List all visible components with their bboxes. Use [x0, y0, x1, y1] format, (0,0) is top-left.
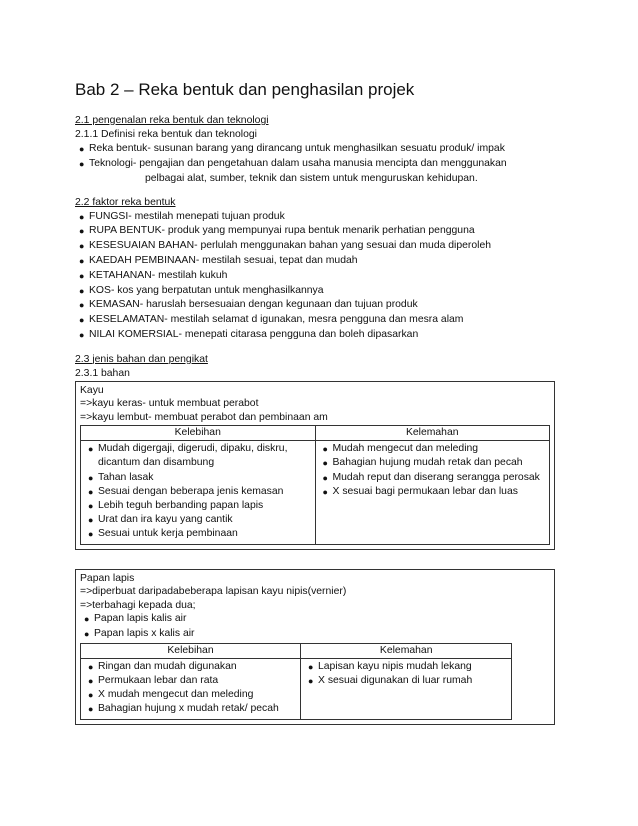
papan-line: =>diperbuat daripadabeberapa lapisan kayu nipis(vernier) [80, 586, 347, 598]
list-item: ● KEMASAN- haruslah bersesuaian dengan kegunaan dan tujuan produk [75, 298, 555, 313]
list-item: ● Papan lapis kalis air [80, 612, 550, 627]
list-item: ● Lapisan kayu nipis mudah lekang [304, 660, 508, 674]
bullet-icon: ● [79, 158, 85, 169]
list-item: ● X sesuai bagi permukaan lebar dan luas [319, 485, 547, 499]
list-item: ● Tahan lasak [84, 471, 312, 485]
bullet-icon: ● [79, 285, 85, 296]
papan-line: =>terbahagi kepada dua; [80, 599, 196, 611]
kelebihan-cell [81, 441, 316, 544]
list-item: ● X mudah mengecut dan meleding [84, 688, 297, 702]
list-item: ● FUNGSI- mestilah menepati tujuan produk [75, 210, 555, 225]
section-2-1-1-subheading: 2.1.1 Definisi reka bentuk dan teknologi [75, 129, 257, 140]
bullet-icon: ● [88, 515, 94, 526]
list-item: ● KESESUAIAN BAHAN- perlulah menggunakan bahan yang sesuai dan muda diperoleh [75, 239, 555, 254]
list-item: ● X sesuai digunakan di luar rumah [304, 674, 508, 688]
list-item: ● Mudah reput dan diserang serangga perosak [319, 471, 547, 485]
papan-table [80, 643, 512, 720]
bullet-icon: ● [79, 255, 85, 266]
bullet-icon: ● [88, 690, 94, 701]
kayu-line: =>kayu lembut- membuat perabot dan pembinaan am [80, 411, 328, 423]
papan-types [80, 612, 550, 642]
bullet-icon: ● [79, 241, 85, 252]
list-item: ● Mudah mengecut dan meleding [319, 442, 547, 456]
list-item: ● Sesuai dengan beberapa jenis kemasan [84, 485, 312, 499]
bullet-icon: ● [84, 614, 90, 625]
bullet-icon: ● [79, 270, 85, 281]
bullet-icon: ● [88, 444, 94, 455]
definition-continuation: pelbagai alat, sumber, teknik dan sistem untuk menguruskan kehidupan. [145, 172, 478, 184]
bullet-icon: ● [322, 472, 328, 483]
definition-list [75, 142, 555, 172]
kelemahan-header: Kelemahan [301, 643, 512, 658]
bullet-icon: ● [308, 661, 314, 672]
section-2-2-heading: 2.2 faktor reka bentuk [75, 196, 176, 208]
kelebihan-header: Kelebihan [81, 426, 316, 441]
list-item: ● Bahagian hujung mudah retak dan pecah [319, 456, 547, 470]
kelemahan-cell [301, 658, 512, 719]
bullet-icon: ● [79, 329, 85, 340]
list-item: ● NILAI KOMERSIAL- menepati citarasa pengguna dan boleh dipasarkan [75, 328, 555, 343]
document-page [75, 80, 555, 725]
kelebihan-header: Kelebihan [81, 643, 301, 658]
bullet-icon: ● [88, 675, 94, 686]
kelemahan-cell [315, 441, 550, 544]
kayu-box [75, 381, 555, 550]
bullet-icon: ● [88, 472, 94, 483]
bullet-icon: ● [308, 675, 314, 686]
list-item: ● Papan lapis x kalis air [80, 627, 550, 642]
list-item: ● KOS- kos yang berpatutan untuk menghasilkannya [75, 284, 555, 299]
bullet-icon: ● [88, 704, 94, 715]
list-item: ● Teknologi- pengajian dan pengetahuan dalam usaha manusia mencipta dan menggunakan [75, 157, 555, 172]
kelemahan-header: Kelemahan [315, 426, 550, 441]
bullet-icon: ● [79, 144, 85, 154]
list-item: ● Bahagian hujung x mudah retak/ pecah [84, 702, 297, 716]
bullet-icon: ● [79, 211, 85, 222]
bullet-icon: ● [88, 501, 94, 512]
list-item: ● Lebih teguh berbanding papan lapis [84, 499, 312, 513]
list-item: ● KETAHANAN- mestilah kukuh [75, 269, 555, 284]
page-title: Bab 2 – Reka bentuk dan penghasilan projek [75, 80, 415, 99]
list-item: ● Permukaan lebar dan rata [84, 674, 297, 688]
bullet-icon: ● [79, 300, 85, 311]
section-2-3-heading: 2.3 jenis bahan dan pengikat [75, 353, 208, 365]
bullet-icon: ● [88, 529, 94, 540]
kayu-table [80, 425, 550, 544]
bullet-icon: ● [322, 458, 328, 469]
bullet-icon: ● [88, 486, 94, 497]
kayu-title: Kayu [80, 384, 104, 396]
bullet-icon: ● [84, 628, 90, 639]
bullet-icon: ● [79, 226, 85, 237]
list-item: ● Reka bentuk- susunan barang yang dirancang untuk menghasilkan sesuatu produk/ impak [75, 142, 555, 157]
list-item: ● Urat dan ira kayu yang cantik [84, 513, 312, 527]
list-item: ● Ringan dan mudah digunakan [84, 660, 297, 674]
bullet-icon: ● [322, 444, 328, 455]
bullet-icon: ● [322, 486, 328, 497]
papan-title: Papan lapis [80, 572, 135, 584]
factor-list [75, 210, 555, 343]
bullet-icon: ● [79, 315, 85, 326]
list-item: ● Sesuai untuk kerja pembinaan [84, 527, 312, 541]
list-item: ● Mudah digergaji, digerudi, dipaku, diskru, dicantum dan disambung [88, 443, 288, 469]
papan-lapis-box [75, 569, 555, 725]
section-2-3-1-subheading: 2.3.1 bahan [75, 367, 130, 379]
kayu-line: =>kayu keras- untuk membuat perabot [80, 398, 259, 410]
list-item: ● KAEDAH PEMBINAAN- mestilah sesuai, tepat dan mudah [75, 254, 555, 269]
section-2-1-heading: 2.1 pengenalan reka bentuk dan teknologi [75, 115, 269, 126]
kelebihan-cell [81, 658, 301, 719]
bullet-icon: ● [88, 661, 94, 672]
list-item: ● RUPA BENTUK- produk yang mempunyai rupa bentuk menarik perhatian pengguna [75, 224, 555, 239]
list-item: ● KESELAMATAN- mestilah selamat d igunakan, mesra pengguna dan mesra alam [75, 313, 555, 328]
